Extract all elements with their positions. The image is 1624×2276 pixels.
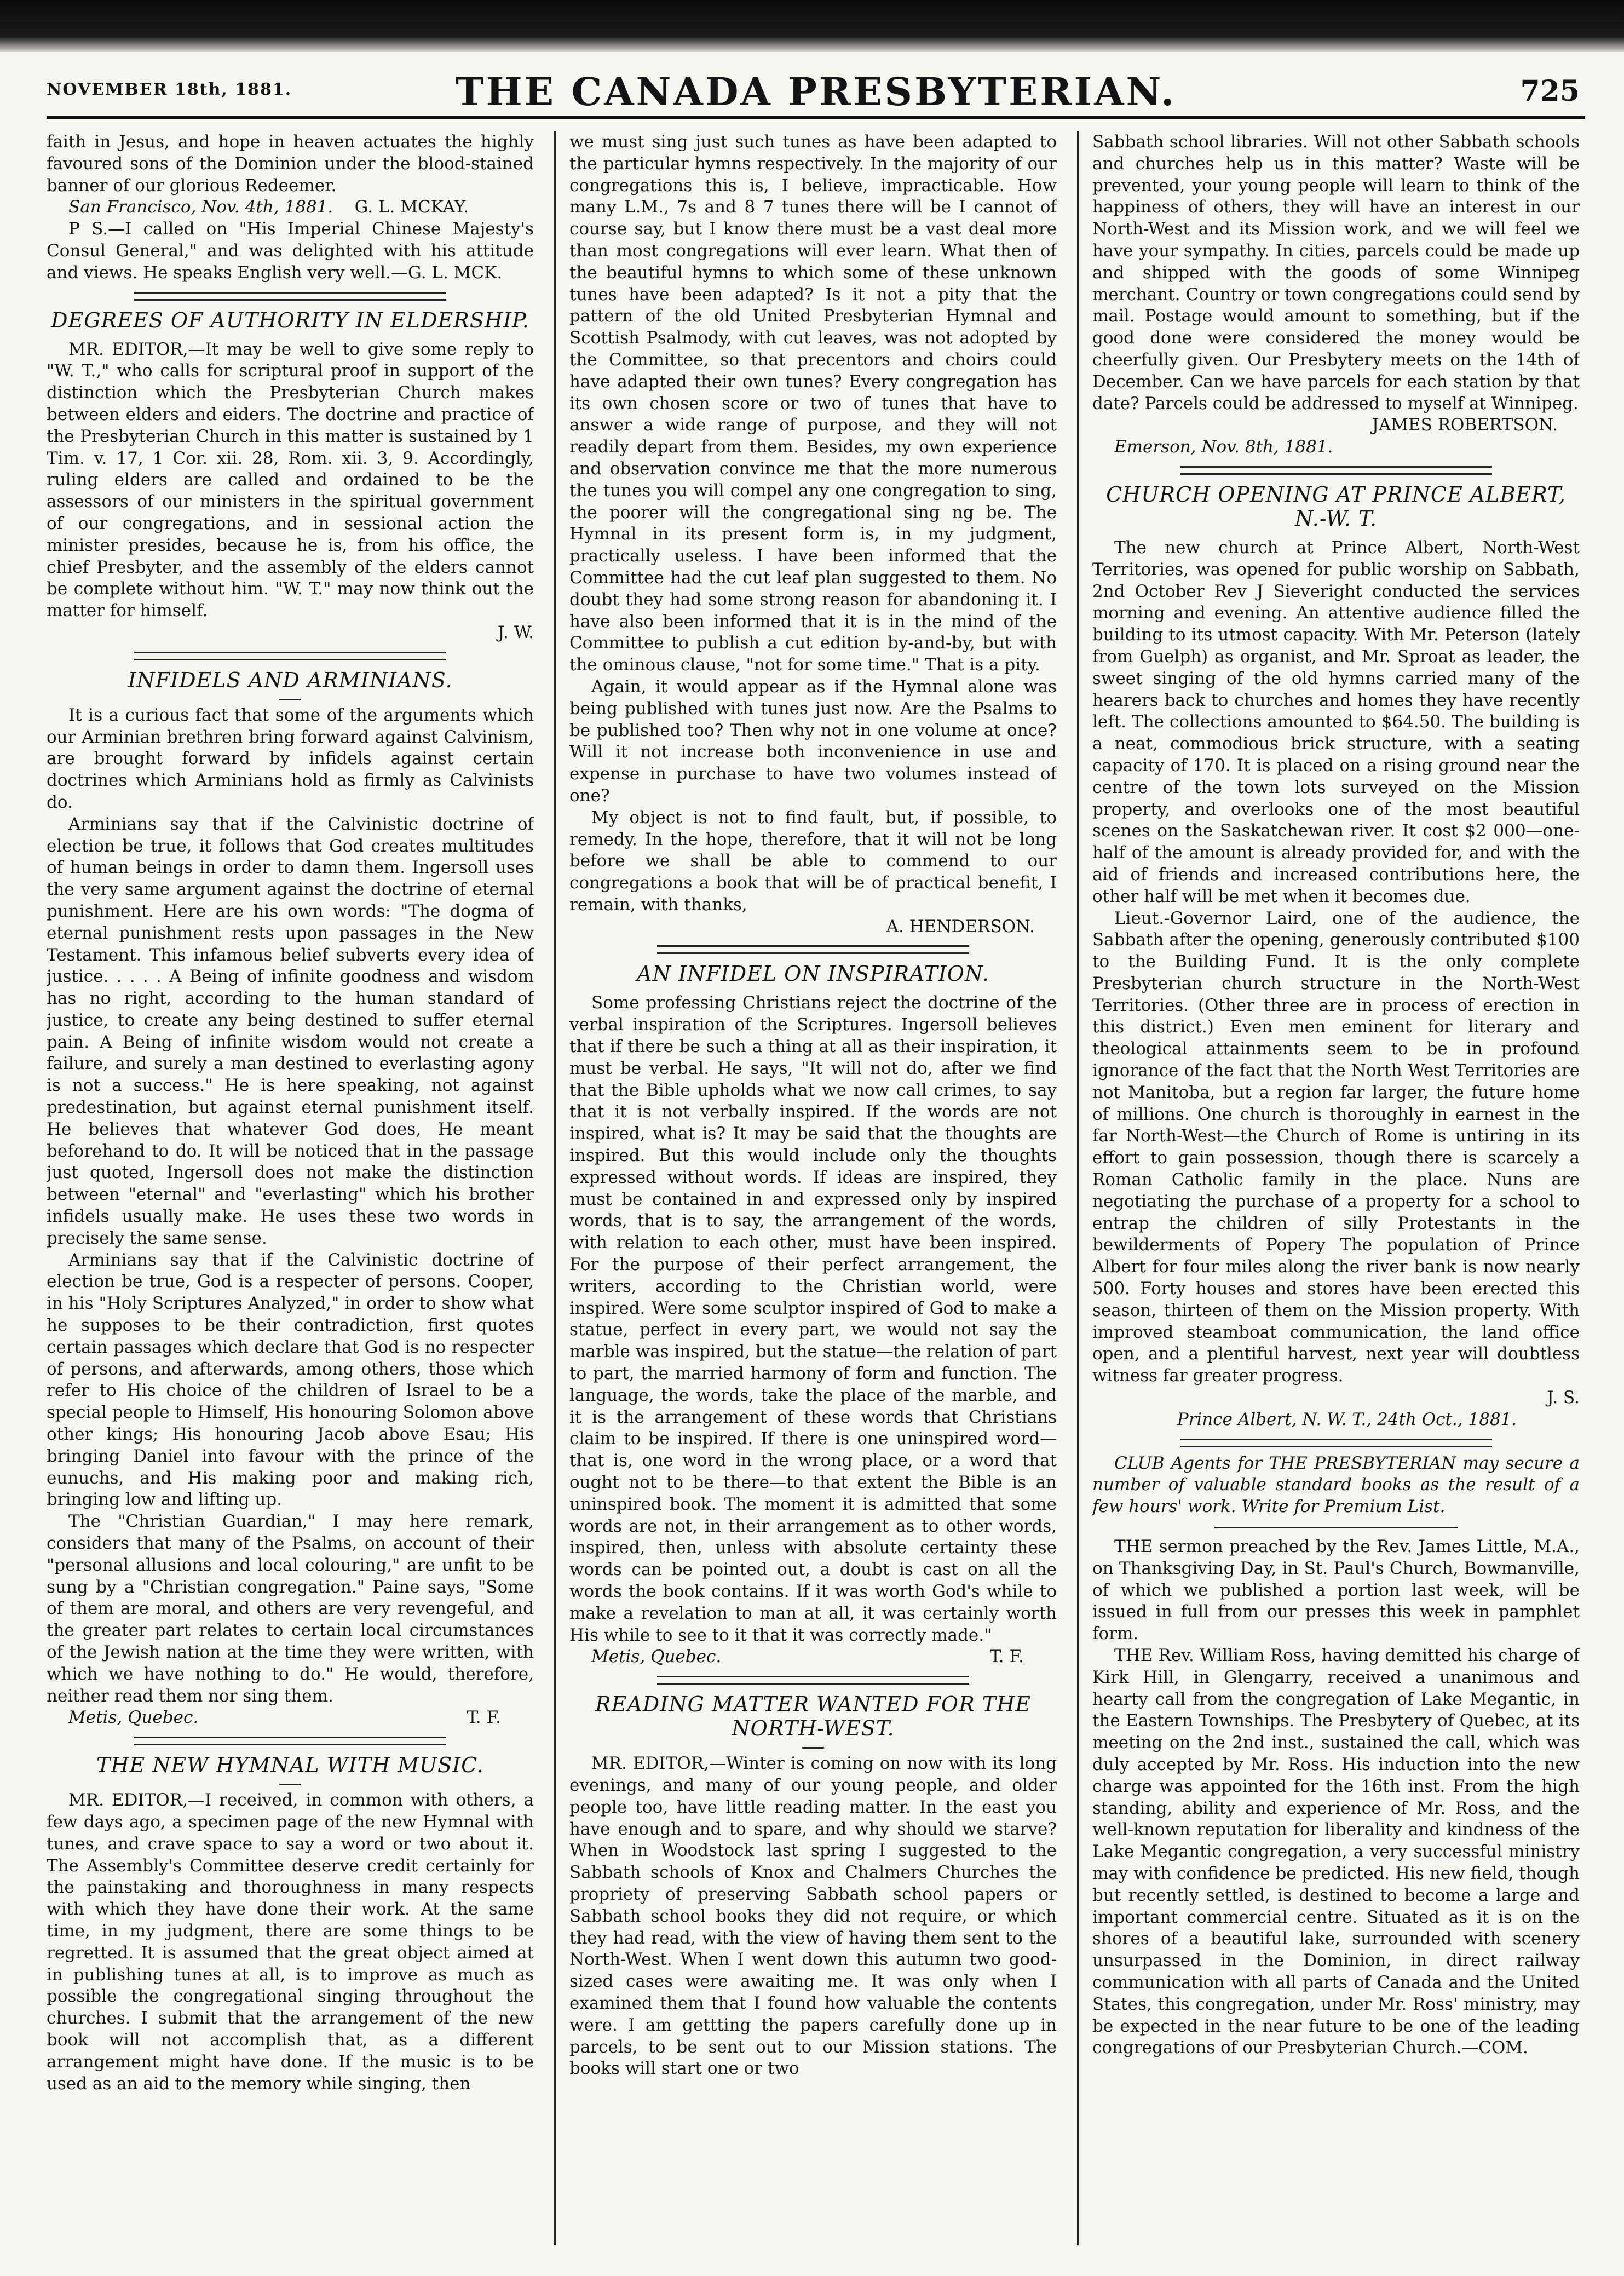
paragraph: The new church at Prince Albert, North-West Territories, was opened for public worship on Sabbath, 2nd October Rev J Sieveright conducted the services morning and evening. An attentive audience filled the building to its utmost capacity. With Mr. Peterson (lately from Guelph) as organist, and Mr. Sproat as leader, the sweet singing of the old hymns carried many of the hearers back to churches and homes they have recently left. The collections amounted to $64.50. The building is a neat, commodious brick structure, with a seating capacity of 170. It is placed on a rising ground near the centre of the town lots surveyed on the Mission property, and overlooks one of the most beautiful scenes on the Saskatchewan river. It cost $2 000—one-half of the amount is already provided for, and with the aid of friends and increased contributions here, the other half will be met when it becomes due.	[1092, 537, 1580, 906]
signature: J. S.	[1547, 1388, 1580, 1408]
section-divider	[657, 1676, 969, 1685]
dateline-place: Prince Albert, N. W. T., 24th Oct., 1881.	[1177, 1409, 1517, 1429]
signature: A. HENDERSON.	[886, 916, 1035, 936]
article-heading: AN INFIDEL ON INSPIRATION.	[637, 962, 989, 986]
article-heading: DEGREES OF AUTHORITY IN ELDERSHIP.	[51, 308, 529, 332]
column-3	[1092, 131, 1580, 2251]
section-divider	[134, 292, 446, 301]
signature: J. W.	[497, 622, 534, 642]
heading-rule	[279, 1784, 301, 1785]
column-1	[47, 131, 534, 2251]
section-divider	[1214, 1527, 1458, 1528]
signature: JAMES ROBERTSON.	[1372, 415, 1558, 435]
dateline-place: Emerson, Nov. 8th, 1881.	[1114, 437, 1333, 457]
section-divider	[134, 1737, 446, 1745]
page-number: 725	[1520, 74, 1580, 108]
signature: T. F.	[467, 1708, 501, 1728]
paragraph: P S.—I called on "His Imperial Chinese Majesty's Consul General," and was delighted with his attitude and views. He speaks English very well.—G. L. MCK.	[47, 219, 534, 283]
page-header	[47, 59, 1585, 114]
paragraph: Lieut.-Governor Laird, one of the audience, the Sabbath after the opening, generously contributed $100 to the Building Fund. It is the only complete Presbyterian church structure in the North-West Territories. (Other three are in process of erection in this district.) Even men eminent for literary and theological attainments seem to be in profound ignorance of the fact that the North West Territories are not Manitoba, but a region far larger, the future home of millions. One church is thoroughly in earnest in the far North-West—the Church of Rome is untiring in its effort to gain possession, though there is scarcely a Roman Catholic family in the place. Nuns are negotiating the purchase of a property for a school to entrap the children of silly Protestants in the bewilderments of Popery The population of Prince Albert for four miles along the river bank is now nearly 500. Forty houses and stores have been erected this season, thirteen of them on the Mission property. With improved steamboat communication, the land office open, and a plentiful harvest, next year will doubtless witness far greater progress.	[1092, 908, 1580, 1386]
paragraph: Again, it would appear as if the Hymnal alone was being published with tunes just now. Are the Psalms to be published too? Then why not in one volume at once? Will it not increase both inconvenience in use and expense in purchase to have two volumes instead of one?	[569, 676, 1057, 806]
column-rule	[1077, 131, 1079, 2245]
dateline	[569, 1646, 1057, 1668]
paragraph: THE sermon preached by the Rev. James Little, M.A., on Thanksgiving Day, in St. Paul's Church, Bowmanville, of which we published a portion last week, will be issued in full from our presses this week in pamphlet form.	[1092, 1537, 1580, 1644]
paragraph: faith in Jesus, and hope in heaven actuates the highly favoured sons of the Dominion under the blood-stained banner of our glorious Redeemer.	[47, 132, 534, 196]
signature: T. F.	[989, 1647, 1024, 1667]
issue-date: NOVEMBER 18th, 1881.	[47, 80, 292, 99]
dateline	[47, 1707, 534, 1729]
paragraph: The "Christian Guardian," I may here remark, considers that many of the Psalms, on account of their "personal allusions and local colouring," are unfit to be sung by a "Christian congregation." Paine says, "Some of them are moral, and others are very revengeful, and the greater part relates to certain local circumstances of the Jewish nation at the time they were written, with which we have nothing to do." He would, therefore, neither read them nor sing them.	[47, 1511, 534, 1706]
header-rule	[47, 116, 1585, 119]
paragraph: we must sing just such tunes as have been adapted to the particular hymns respectively. In the majority of our congregations this is, I believe, impracticable. How many L.M., 7s and 8 7 tunes there will be I cannot of course say, but I know there must be a vast deal more than most congregations will ever learn. What then of the beautiful hymns to which some of these unknown tunes have been adapted? Is it not a pity that the pattern of the old United Presbyterian Hymnal and Scottish Psalmody, with cut leaves, was not adopted by the Committee, so that precentors and choirs could have adapted their own tunes? Every congregation has its own chosen score or two of tunes that have to answer a wide range of purpose, and they will not readily depart from them. Besides, my own experience and observation convince me that the more numerous the tunes you will compel any one congregation to sing, the poorer will the congregational sing ng be. The Hymnal in its present form is, in my judgment, practically useless. I have been informed that the Committee had the cut leaf plan suggested to them. No doubt they had some strong reason for abandoning it. I have also been informed that it is in the mind of the Committee to publish a cut edition by-and-by, but with the ominous clause, "not for some time." That is a pity.	[569, 132, 1057, 675]
column-rule	[554, 131, 556, 2245]
paragraph: MR. EDITOR,—I received, in common with others, a few days ago, a specimen page of the new Hymnal with tunes, and crave space to say a word or two about it. The Assembly's Committee deserve credit certainly for the painstaking and thoroughness in many respects with which they have done their work. At the same time, in my judgment, there are some things to be regretted. It is assumed that the great object aimed at in publishing tunes at all, is to improve as much as possible the congregational singing throughout the churches. I submit that the arrangement of the new book will not accomplish that, as a different arrangement might have done. If the music is to be used as an aid to the memory while singing, then	[47, 1790, 534, 2094]
dateline	[47, 197, 534, 219]
article-heading: THE NEW HYMNAL WITH MUSIC.	[96, 1753, 484, 1778]
paragraph: THE Rev. William Ross, having demitted his charge of Kirk Hill, in Glengarry, received a unanimous and hearty call from the congregation of Lake Megantic, in the Eastern Townships. The Presbytery of Quebec, at its meeting on the 2nd inst., sustained the call, which was duly accepted by Mr. Ross. His induction into the new charge was appointed for the 16th inst. From the high standing, ability and experience of Mr. Ross, and the well-known reputation for liberality and kindness of the Lake Megantic congregation, a very successful ministry may with confidence be predicted. His new field, though but recently settled, is destined to become a large and important commercial centre. Situated as it is on the shores of a beautiful lake, surrounded with scenery unsurpassed in the Dominion, in direct railway communication with all parts of Canada and the United States, this congregation, under Mr. Ross' ministry, may be expected in the near future to be one of the leading congregations of our Presbyterian Church.—COM.	[1092, 1646, 1580, 2058]
heading-rule	[802, 1747, 824, 1749]
paragraph: Sabbath school libraries. Will not other Sabbath schools and churches help us in this matter? Waste will be prevented, your young people will learn to think of the happiness of others, they will have an interest in our North-West and its Mission work, and we will feel we have your sympathy. In cities, parcels could be made up and shipped with the goods of some Winnipeg merchant. Country or town congregations could send by mail. Postage would amount to something, but if the good done were considered the money would be cheerfully given. Our Presbytery meets on the 14th of December. Can we have parcels for each station by that date? Parcels could be addressed to myself at Winnipeg.	[1092, 132, 1580, 413]
section-divider	[1180, 1439, 1492, 1447]
paragraph: MR. EDITOR,—Winter is coming on now with its long evenings, and many of our young people, and older people too, have little reading matter. In the east you have enough and to spare, and why should we starve? When in Woodstock last spring I suggested to the Sabbath schools of Knox and Chalmers Churches the propriety of preserving Sabbath school papers or Sabbath school books they did not require, or which they had read, with the view of having them sent to the North-West. When I went down this autumn two good-sized cases were awaiting me. It was only when I examined them that I found how valuable the contents were. I am gettting the papers carefully done up in parcels, to be sent out to our Mission stations. The books will start one or two	[569, 1754, 1057, 2079]
dateline-place: San Francisco, Nov. 4th, 1881.	[68, 197, 333, 217]
signature: G. L. MCKAY.	[354, 197, 469, 217]
section-divider	[134, 652, 446, 660]
paragraph: Arminians say that if the Calvinistic doctrine of election be true, God is a respecter of persons. Cooper, in his "Holy Scriptures Analyzed," in order to show what he supposes to be their contradiction, first quotes certain passages which declare that God is no respecter of persons, and afterwards, among others, those which refer to His choice of the children of Israel to be a special people to Himself, His honouring Solomon above other kings; His honouring Jacob above Esau; His bringing Daniel into favour with the prince of the eunuchs, and His making poor and making rich, bringing low and lifting up.	[47, 1250, 534, 1510]
paragraph: My object is not to find fault, but, if possible, to remedy. In the hope, therefore, that it will not be long before we shall be able to commend to our congregations a book that will be of practical benefit, I remain, with thanks,	[569, 807, 1057, 915]
club-agents-notice: CLUB Agents for THE PRESBYTERIAN may secure a number of valuable standard books as the result of a few hours' work. Write for Premium List.	[1092, 1453, 1580, 1517]
paragraph: Arminians say that if the Calvinistic doctrine of election be true, it follows that God creates multitudes of human beings in order to damn them. Ingersoll uses the very same argument against the doctrine of eternal punishment. Here are his own words: "The dogma of eternal punishment rests upon passages in the New Testament. This infamous belief subverts every idea of justice. . . . . A Being of infinite goodness and wisdom has no right, according to the human standard of justice, to create any being destined to suffer eternal pain. A Being of infinite wisdom would not create a failure, and surely a man destined to everlasting agony is not a success." He is here speaking, not against predestination, but against eternal punishment itself. He believes that whatever God does, He meant beforehand to do. It will be noticed that in the passage just quoted, Ingersoll does not make the distinction between "eternal" and "everlasting" which his brother infidels usually make. He uses these two words in precisely the same sense.	[47, 814, 534, 1248]
section-divider	[1180, 466, 1492, 475]
section-divider	[657, 945, 969, 954]
scan-top-band	[0, 0, 1624, 52]
article-heading: INFIDELS AND ARMINIANS.	[128, 668, 453, 692]
article-heading: READING MATTER WANTED FOR THE NORTH-WEST.	[595, 1692, 1031, 1741]
dateline-place: Metis, Quebec.	[68, 1708, 199, 1728]
paragraph: It is a curious fact that some of the arguments which our Arminian brethren bring forward against Calvinism, are brought forward by infidels against certain doctrines which Arminians hold as firmly as Calvinists do.	[47, 705, 534, 812]
masthead-title: THE CANADA PRESBYTERIAN.	[455, 69, 1177, 114]
column-2	[569, 131, 1057, 2251]
paragraph: Some professing Christians reject the doctrine of the verbal inspiration of the Scriptures. Ingersoll believes that if there be such a thing at all as their inspiration, it must be verbal. He says, "It will not do, after we find that the Bible upholds what we now call crimes, to say that it is not verbally inspired. If the words are not inspired, what is? It may be said that the thoughts are inspired. But this would include only the thoughts expressed without words. If ideas are inspired, they must be contained in and expressed only by inspired words, that is to say, the arrangement of the words, with relation to each other, must have been inspired. For the purpose of their perfect arrangement, the writers, according to the Christian world, were inspired. Were some sculptor inspired of God to make a statue, perfect in every part, we would not say the marble was inspired, but the statue—the relation of part to part, the married harmony of form and function. The language, the words, take the place of the marble, and it is the arrangement of these words that Christians claim to be inspired. If there is one uninspired word—that is, one word in the wrong place, or a word that ought not to be there—to that extent the Bible is an uninspired book. The moment it is admitted that some words are not, in their arrangement as to other words, inspired, then, unless with absolute certainty these words can be pointed out, a doubt is cast on all the words the book contains. If it was worth God's while to make a revelation to man at all, it was certainly worth His while to see to it that it was correctly made."	[569, 993, 1057, 1645]
paragraph: MR. EDITOR,—It may be well to give some reply to "W. T.," who calls for scriptural proof in support of the distinction which the Presbyterian Church makes between elders and eiders. The doctrine and practice of the Presbyterian Church in this matter is sustained by 1 Tim. v. 17, 1 Cor. xii. 28, Rom. xii. 3, 9. Accordingly, ruling elders are called and ordained to be the assessors of our ministers in the spiritual government of our congregations, and in sessional action the minister presides, because he is, from his office, the chief Presbyter, and the assembly of the elders cannot be complete without him. "W. T." may now think out the matter for himself.	[47, 339, 534, 621]
heading-rule	[279, 699, 301, 700]
article-heading: CHURCH OPENING AT PRINCE ALBERT, N.-W. T.	[1106, 482, 1566, 531]
dateline-place: Metis, Quebec.	[591, 1647, 722, 1667]
